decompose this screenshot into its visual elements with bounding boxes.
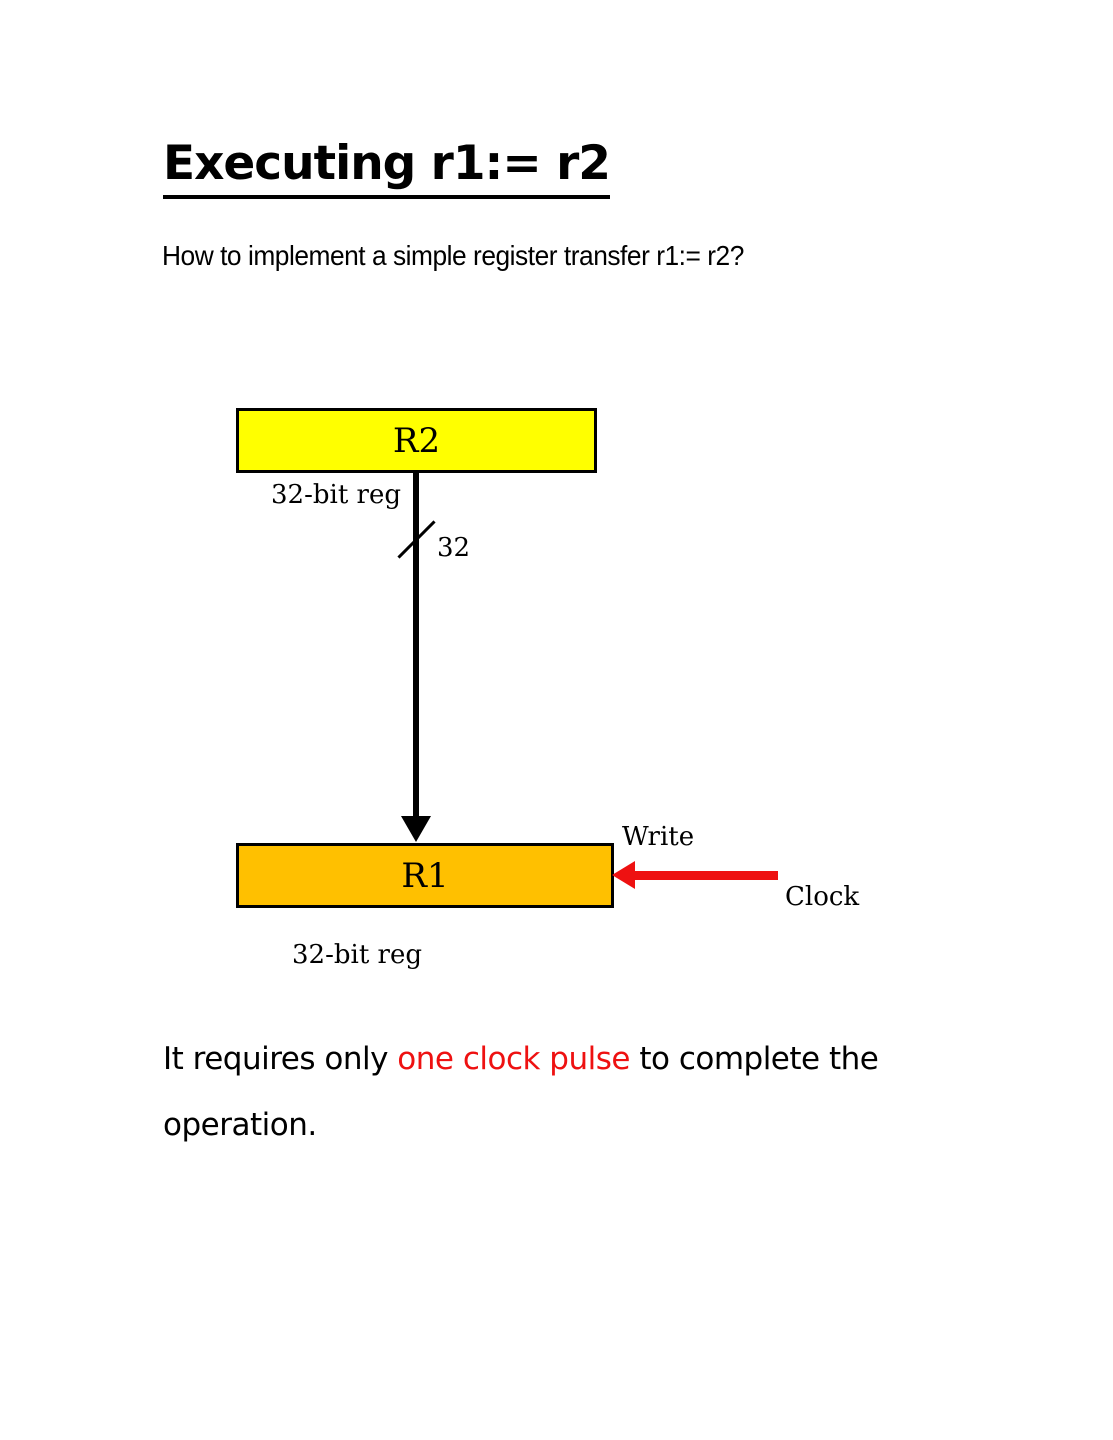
write-label: Write [622, 822, 695, 852]
r2-label: R2 [392, 420, 441, 461]
clock-label: Clock [785, 882, 860, 912]
bus-width-label: 32 [437, 533, 471, 563]
r2-register-box [236, 408, 597, 473]
footer-text-line2: operation. [163, 1107, 317, 1143]
clock-arrow-icon [612, 861, 635, 889]
down-arrowhead-icon [401, 816, 431, 842]
footer-text-before: It requires only [163, 1041, 398, 1077]
footer-paragraph [163, 1026, 878, 1158]
r1-register-box [236, 843, 614, 908]
page-title: Executing r1:= r2 [163, 138, 610, 199]
r2-caption: 32-bit reg [271, 480, 401, 510]
footer-text-highlight: one clock pulse [397, 1041, 630, 1077]
subtitle: How to implement a simple register transfer r1:= r2? [162, 240, 744, 271]
footer-text-after: to complete the [629, 1041, 879, 1077]
bus-wire [413, 472, 419, 819]
r1-label: R1 [401, 855, 449, 896]
clock-arrow-shaft [633, 871, 778, 880]
r1-caption: 32-bit reg [292, 940, 422, 970]
